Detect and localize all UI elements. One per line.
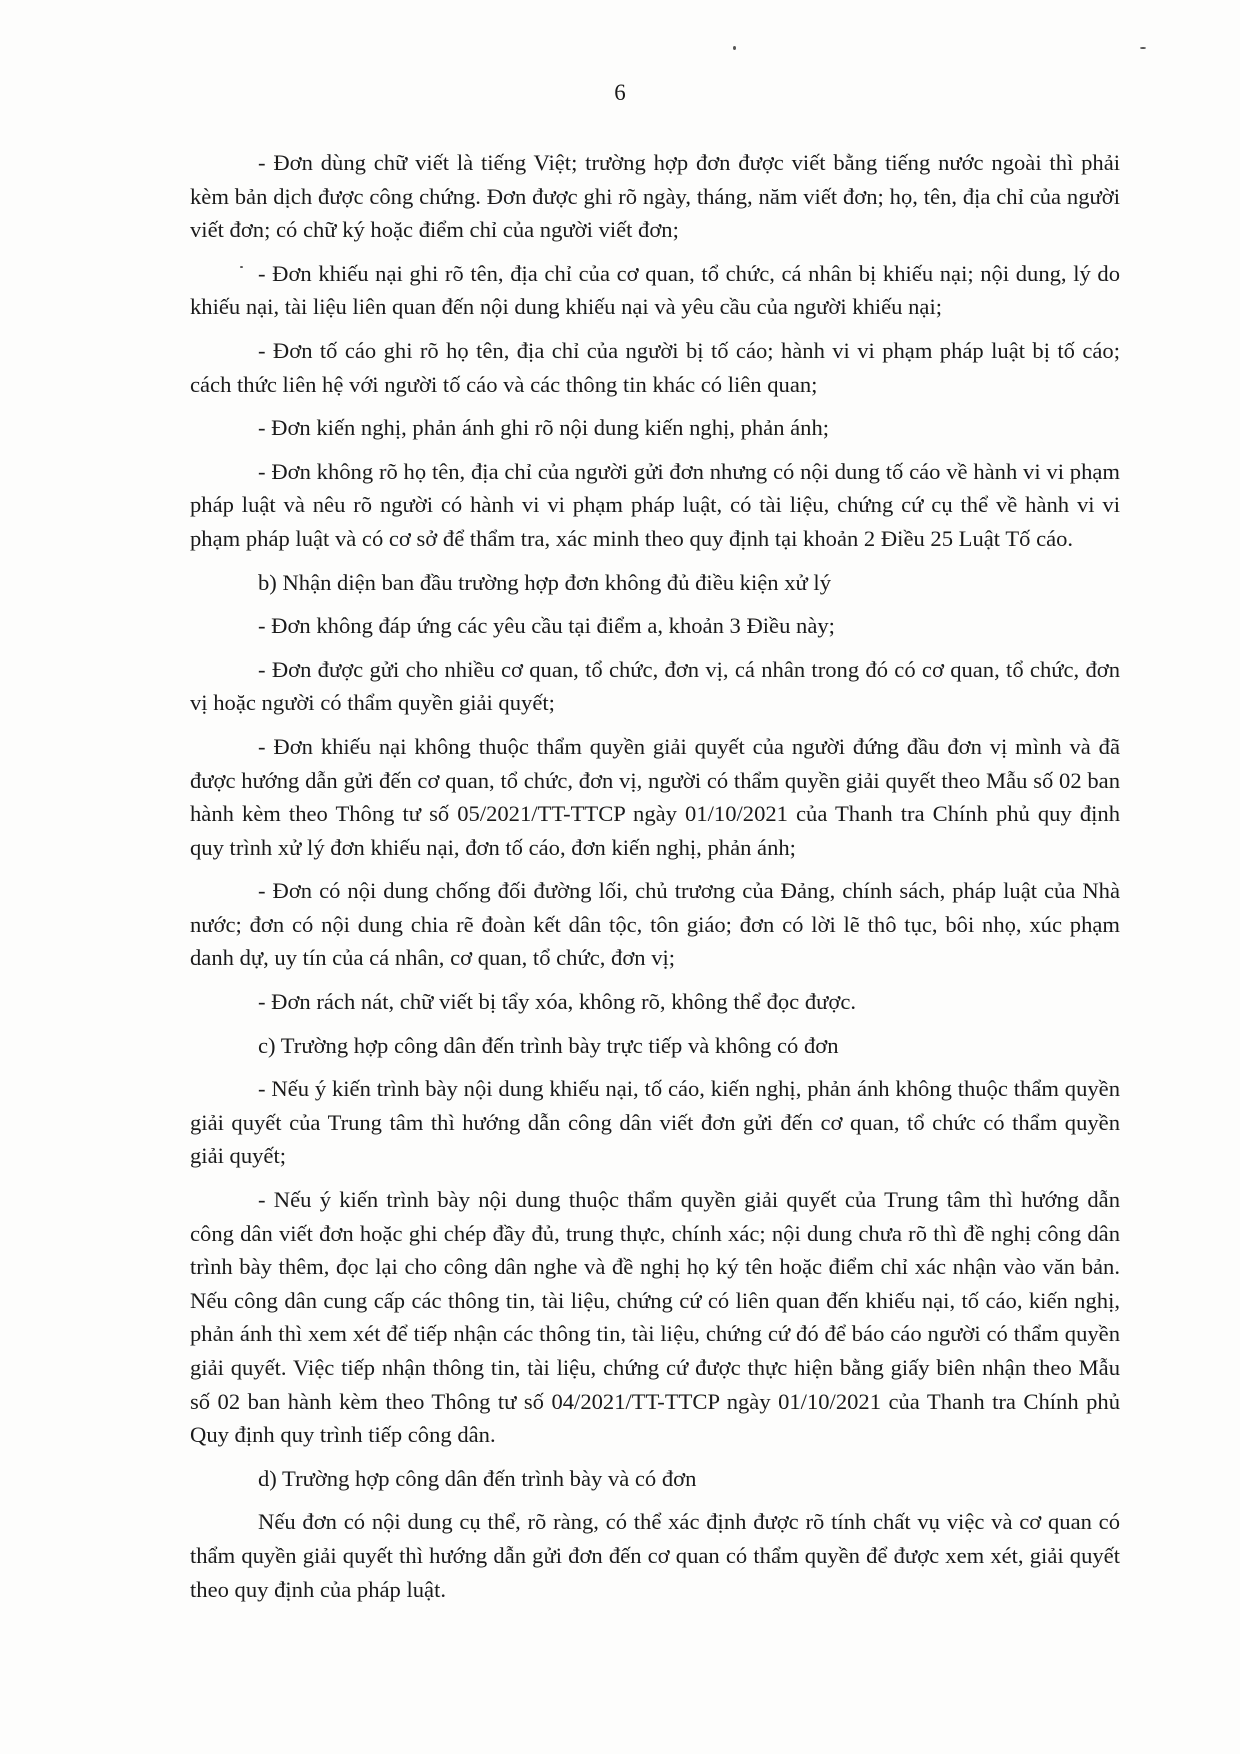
scan-speck bbox=[733, 46, 736, 50]
paragraph: - Đơn khiếu nại ghi rõ tên, địa chỉ của cơ quan, tổ chức, cá nhân bị khiếu nại; nội dung, lý do khiếu nại, tài liệu liên quan đến nội dung khiếu nại và yêu cầu của người khiếu nại; bbox=[190, 260, 1120, 320]
paragraph: - Đơn tố cáo ghi rõ họ tên, địa chỉ của người bị tố cáo; hành vi vi phạm pháp luật bị tố cáo; cách thức liên hệ với người tố cáo và các thông tin khác có liên quan; bbox=[190, 337, 1120, 397]
section-heading: d) Trường hợp công dân đến trình bày và có đơn bbox=[258, 1465, 697, 1491]
paragraph: Nếu đơn có nội dung cụ thể, rõ ràng, có thể xác định được rõ tính chất vụ việc và cơ quan có thẩm quyền giải quyết thì hướng dẫn gửi đơn đến cơ quan có thẩm quyền để được xem xét, giải quyết theo quy định của pháp luật. bbox=[190, 1509, 1120, 1602]
paragraph: - Đơn không đáp ứng các yêu cầu tại điểm a, khoản 3 Điều này; bbox=[258, 613, 835, 639]
paragraph: - Nếu ý kiến trình bày nội dung thuộc thẩm quyền giải quyết của Trung tâm thì hướng dẫn công dân viết đơn hoặc ghi chép đầy đủ, trung thực, chính xác; nội dung chưa rõ thì đề nghị công dân trình bày thêm, đọc lại cho công dân nghe và đề nghị họ ký tên hoặc điểm chỉ xác nhận vào văn bản. Nếu công dân cung cấp các thông tin, tài liệu, chứng cứ có liên quan đến khiếu nại, tố cáo, kiến nghị, phản ánh thì xem xét để tiếp nhận các thông tin, tài liệu, chứng cứ đó để báo cáo người có thẩm quyền giải quyết. Việc tiếp nhận thông tin, tài liệu, chứng cứ được thực hiện bằng giấy biên nhận theo Mẫu số 02 ban hành kèm theo Thông tư số 04/2021/TT-TTCP ngày 01/10/2021 của Thanh tra Chính phủ Quy định quy trình tiếp công dân. bbox=[190, 1187, 1120, 1448]
section-heading: b) Nhận diện ban đầu trường hợp đơn không đủ điều kiện xử lý bbox=[258, 569, 831, 595]
paragraph: - Đơn kiến nghị, phản ánh ghi rõ nội dung kiến nghị, phản ánh; bbox=[258, 415, 830, 441]
paragraph: - Nếu ý kiến trình bày nội dung khiếu nại, tố cáo, kiến nghị, phản ánh không thuộc thẩm quyền giải quyết của Trung tâm thì hướng dẫn công dân viết đơn gửi đến cơ quan, tổ chức có thẩm quyền giải quyết; bbox=[190, 1076, 1120, 1169]
paragraph: - Đơn dùng chữ viết là tiếng Việt; trường hợp đơn được viết bằng tiếng nước ngoài thì phải kèm bản dịch được công chứng. Đơn được ghi rõ ngày, tháng, năm viết đơn; họ, tên, địa chỉ của người viết đơn; có chữ ký hoặc điểm chỉ của người viết đơn; bbox=[190, 150, 1120, 243]
paragraph: - Đơn rách nát, chữ viết bị tẩy xóa, không rõ, không thể đọc được. bbox=[258, 989, 857, 1015]
paragraph: - Đơn không rõ họ tên, địa chỉ của người gửi đơn nhưng có nội dung tố cáo về hành vi vi phạm pháp luật và nêu rõ người có hành vi vi phạm pháp luật, có tài liệu, chứng cứ cụ thể về hành vi vi phạm pháp luật và có cơ sở để thẩm tra, xác minh theo quy định tại khoản 2 Điều 25 Luật Tố cáo. bbox=[190, 458, 1120, 551]
paragraph: - Đơn được gửi cho nhiều cơ quan, tổ chức, đơn vị, cá nhân trong đó có cơ quan, tổ chức, đơn vị hoặc người có thẩm quyền giải quyết; bbox=[190, 656, 1120, 716]
paragraph: - Đơn khiếu nại không thuộc thẩm quyền giải quyết của người đứng đầu đơn vị mình và đã được hướng dẫn gửi đến cơ quan, tổ chức, đơn vị, người có thẩm quyền giải quyết theo Mẫu số 02 ban hành kèm theo Thông tư số 05/2021/TT-TTCP ngày 01/10/2021 của Thanh tra Chính phủ quy định quy trình xử lý đơn khiếu nại, đơn tố cáo, đơn kiến nghị, phản ánh; bbox=[190, 733, 1120, 860]
document-body bbox=[190, 146, 1120, 1616]
scan-speck bbox=[1140, 47, 1146, 49]
paragraph: - Đơn có nội dung chống đối đường lối, chủ trương của Đảng, chính sách, pháp luật của Nhà nước; đơn có nội dung chia rẽ đoàn kết dân tộc, tôn giáo; đơn có lời lẽ thô tục, bôi nhọ, xúc phạm danh dự, uy tín của cá nhân, cơ quan, tổ chức, đơn vị; bbox=[190, 878, 1120, 971]
page-number: 6 bbox=[614, 80, 626, 105]
section-heading: c) Trường hợp công dân đến trình bày trực tiếp và không có đơn bbox=[258, 1032, 839, 1058]
